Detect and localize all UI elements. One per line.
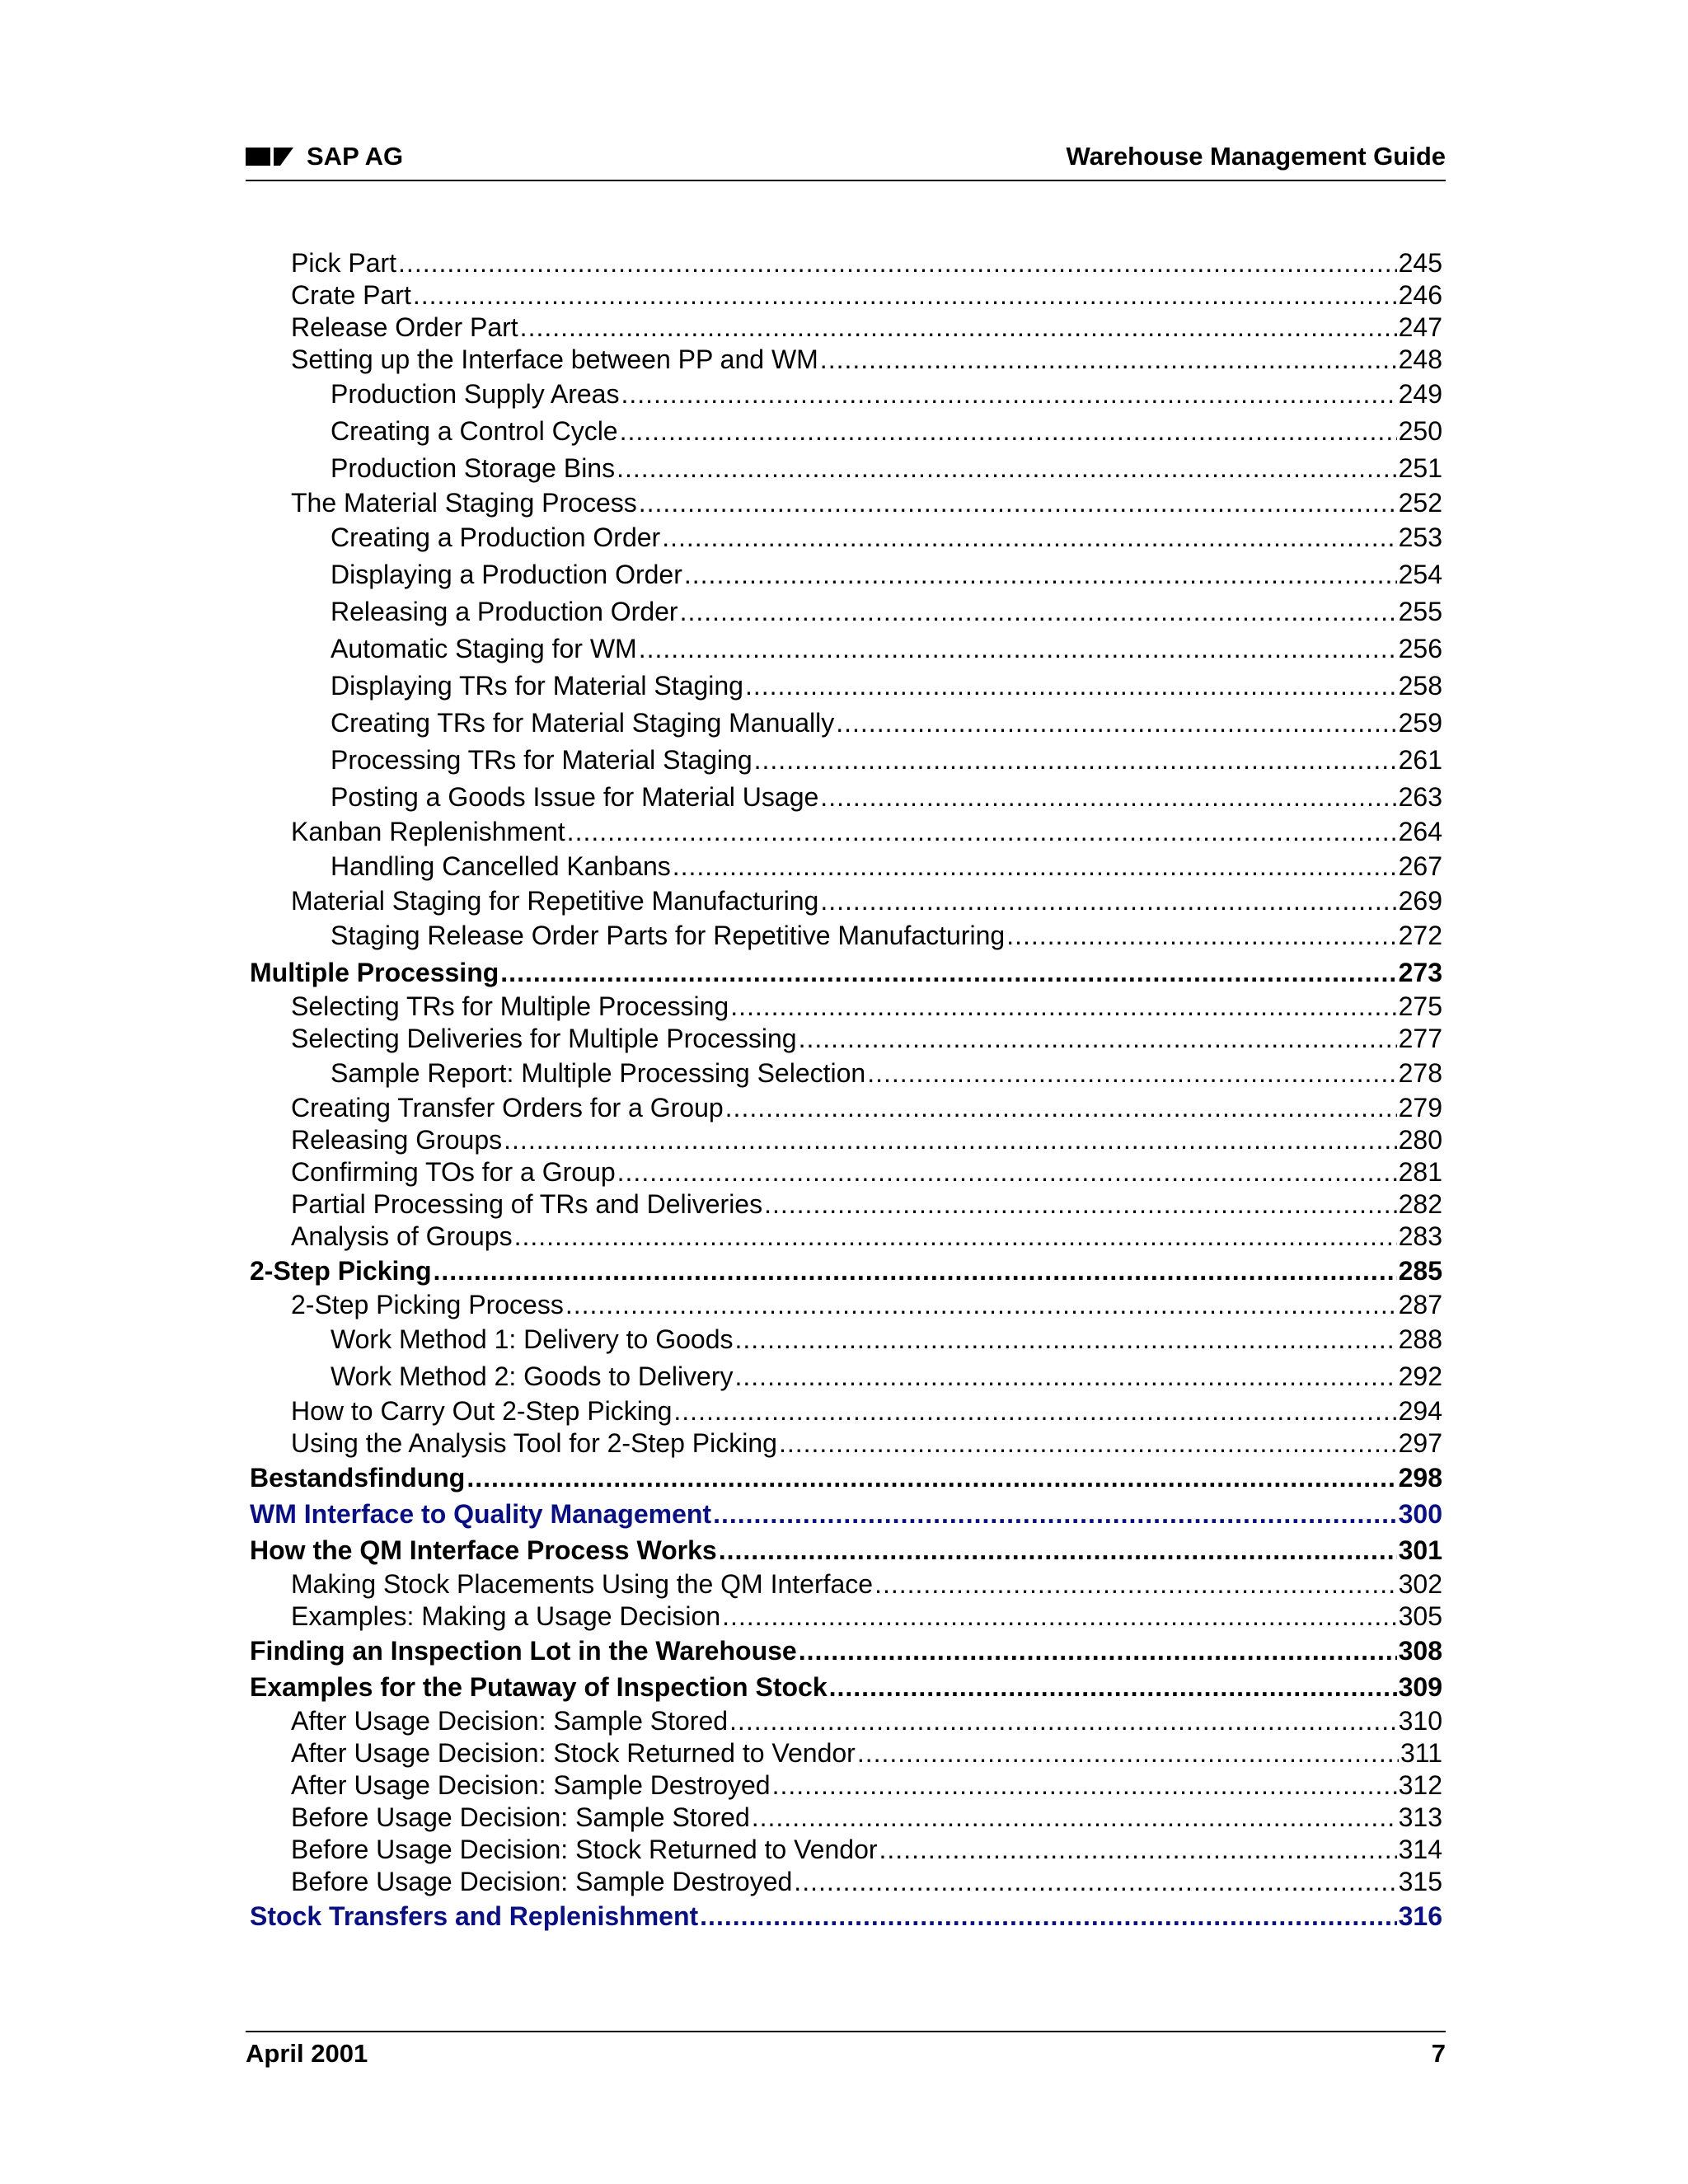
dot-leader	[719, 1532, 1397, 1568]
toc-entry-title: After Usage Decision: Stock Returned to Vendor	[291, 1738, 856, 1768]
dot-leader	[620, 413, 1397, 450]
toc-entry[interactable]	[250, 1156, 1442, 1188]
dot-leader	[794, 1866, 1396, 1898]
page-number: 7	[1431, 2039, 1446, 2068]
toc-entry[interactable]	[250, 630, 1442, 668]
toc-entry-title: Work Method 2: Goods to Delivery	[331, 1361, 734, 1391]
toc-entry[interactable]	[250, 450, 1442, 487]
dot-leader	[639, 487, 1397, 519]
toc-entry-page: 281	[1398, 1157, 1442, 1187]
dot-leader	[680, 593, 1397, 630]
toc-entry[interactable]	[250, 1532, 1442, 1568]
toc-entry-page: 297	[1398, 1428, 1442, 1458]
page-header	[246, 134, 1446, 181]
toc-entry-title: Releasing Groups	[291, 1125, 503, 1155]
toc-entry-page: 277	[1398, 1024, 1442, 1053]
toc-entry-page: 294	[1398, 1396, 1442, 1426]
toc-entry-title: Handling Cancelled Kanbans	[331, 851, 671, 881]
toc-entry-page: 256	[1398, 634, 1442, 663]
toc-entry-title: Release Order Part	[291, 312, 518, 342]
toc-entry-page: 247	[1398, 312, 1442, 342]
brand	[246, 142, 403, 171]
toc-entry-title: Bestandsfindung	[250, 1463, 466, 1493]
toc-entry-page: 285	[1398, 1256, 1442, 1286]
toc-entry-title: Selecting TRs for Multiple Processing	[291, 991, 729, 1021]
toc-entry-page: 273	[1398, 958, 1442, 987]
toc-entry-page: 313	[1398, 1802, 1442, 1832]
toc-entry-page: 253	[1398, 523, 1442, 552]
toc-entry-title: How to Carry Out 2-Step Picking	[291, 1396, 673, 1426]
toc-entry-title: Automatic Staging for WM	[331, 634, 637, 663]
toc-entry[interactable]	[250, 1834, 1442, 1866]
dot-leader	[764, 1188, 1397, 1221]
toc-entry-page: 255	[1398, 597, 1442, 626]
toc-entry[interactable]	[250, 1395, 1442, 1427]
toc-entry[interactable]	[250, 556, 1442, 593]
dot-leader	[820, 344, 1397, 376]
dot-leader	[467, 1460, 1396, 1496]
toc-entry-title: Staging Release Order Parts for Repetitive Manufacturing	[331, 921, 1006, 950]
toc-entry[interactable]	[250, 1055, 1442, 1092]
toc-entry[interactable]	[250, 1769, 1442, 1802]
toc-entry-title: Posting a Goods Issue for Material Usage	[331, 782, 819, 812]
toc-entry[interactable]	[250, 312, 1442, 344]
toc-entry-title: 2-Step Picking	[250, 1256, 432, 1286]
toc-entry-page: 250	[1398, 416, 1442, 446]
dot-leader	[799, 1023, 1397, 1055]
toc-entry[interactable]	[250, 1737, 1442, 1769]
toc-entry[interactable]	[250, 1023, 1442, 1055]
dot-leader	[779, 1427, 1397, 1460]
toc-entry-page: 280	[1398, 1125, 1442, 1155]
dot-leader	[772, 1769, 1397, 1802]
toc-entry[interactable]	[250, 344, 1442, 376]
toc-entry[interactable]	[250, 1866, 1442, 1898]
dot-leader	[857, 1737, 1399, 1769]
toc-entry-page: 279	[1398, 1093, 1442, 1122]
dot-leader	[434, 1253, 1397, 1289]
toc-entry-page: 316	[1398, 1901, 1442, 1931]
toc-entry-page: 315	[1398, 1867, 1442, 1896]
toc-entry[interactable]	[250, 593, 1442, 630]
toc-entry-title: Creating Transfer Orders for a Group	[291, 1093, 724, 1122]
dot-leader	[684, 556, 1397, 593]
dot-leader	[621, 376, 1396, 413]
toc-entry[interactable]	[250, 1188, 1442, 1221]
toc-entry-title: How the QM Interface Process Works	[250, 1535, 717, 1565]
toc-entry-title: Before Usage Decision: Sample Stored	[291, 1802, 750, 1832]
toc-entry[interactable]	[250, 742, 1442, 779]
toc-entry-page: 254	[1398, 560, 1442, 589]
toc-entry[interactable]	[250, 1802, 1442, 1834]
dot-leader	[639, 630, 1397, 668]
toc-entry-page: 272	[1398, 921, 1442, 950]
toc-entry[interactable]	[250, 1221, 1442, 1253]
toc-entry-page: 311	[1400, 1738, 1442, 1768]
toc-entry-title: Crate Part	[291, 280, 411, 310]
toc-entry[interactable]	[250, 413, 1442, 450]
toc-entry-title: Creating TRs for Material Staging Manually	[331, 708, 835, 738]
toc-entry[interactable]	[250, 1092, 1442, 1124]
toc-entry-title: Displaying a Production Order	[331, 560, 682, 589]
dot-leader	[413, 279, 1397, 312]
dot-leader	[722, 1601, 1396, 1633]
toc-entry[interactable]	[250, 1496, 1442, 1532]
dot-leader	[874, 1568, 1397, 1601]
toc-entry-page: 314	[1398, 1835, 1442, 1864]
toc-entry[interactable]	[250, 816, 1442, 848]
table-of-contents	[250, 247, 1442, 1934]
toc-entry-page: 245	[1398, 248, 1442, 278]
toc-entry[interactable]	[250, 279, 1442, 312]
toc-entry-page: 312	[1398, 1770, 1442, 1800]
dot-leader	[867, 1055, 1396, 1092]
dot-leader	[565, 1289, 1397, 1321]
toc-entry-page: 292	[1398, 1361, 1442, 1391]
dot-leader	[730, 991, 1396, 1023]
toc-entry-title: Setting up the Interface between PP and WM	[291, 344, 818, 374]
dot-leader	[662, 519, 1396, 556]
toc-entry-page: 261	[1398, 745, 1442, 775]
toc-entry-title: Pick Part	[291, 248, 397, 278]
page-footer	[246, 2031, 1446, 2069]
dot-leader	[700, 1898, 1396, 1934]
toc-entry[interactable]	[250, 1427, 1442, 1460]
toc-entry[interactable]	[250, 519, 1442, 556]
toc-entry-page: 246	[1398, 280, 1442, 310]
toc-entry[interactable]	[250, 1253, 1442, 1289]
toc-entry-title: Selecting Deliveries for Multiple Processing	[291, 1024, 797, 1053]
dot-leader	[745, 668, 1397, 705]
toc-entry-title: WM Interface to Quality Management	[250, 1499, 712, 1529]
toc-entry-page: 259	[1398, 708, 1442, 738]
toc-entry-page: 251	[1398, 453, 1442, 483]
toc-entry-page: 309	[1398, 1672, 1442, 1702]
dot-leader	[617, 450, 1397, 487]
toc-entry[interactable]	[250, 779, 1442, 816]
toc-entry[interactable]	[250, 848, 1442, 885]
toc-entry-page: 264	[1398, 817, 1442, 846]
toc-entry-page: 248	[1398, 344, 1442, 374]
toc-entry[interactable]	[250, 1358, 1442, 1395]
toc-entry[interactable]	[250, 1124, 1442, 1156]
toc-entry-title: Processing TRs for Material Staging	[331, 745, 753, 775]
toc-entry-page: 305	[1398, 1601, 1442, 1631]
dot-leader	[836, 705, 1396, 742]
toc-entry-page: 300	[1398, 1499, 1442, 1529]
toc-entry[interactable]	[250, 1568, 1442, 1601]
toc-entry-title: Analysis of Groups	[291, 1221, 513, 1251]
dot-leader	[735, 1358, 1397, 1395]
dot-leader	[752, 1802, 1397, 1834]
toc-entry[interactable]	[250, 1669, 1442, 1705]
toc-entry-title: Before Usage Decision: Stock Returned to Vendor	[291, 1835, 878, 1864]
toc-entry-page: 310	[1398, 1706, 1442, 1736]
toc-entry-title: Creating a Control Cycle	[331, 416, 618, 446]
dot-leader	[735, 1321, 1397, 1358]
toc-entry[interactable]	[250, 487, 1442, 519]
toc-entry-page: 278	[1398, 1058, 1442, 1088]
toc-entry-title: Examples for the Putaway of Inspection Stock	[250, 1672, 828, 1702]
toc-entry-page: 269	[1398, 886, 1442, 916]
dot-leader	[829, 1669, 1397, 1705]
dot-leader	[725, 1092, 1397, 1124]
toc-entry-title: The Material Staging Process	[291, 488, 637, 518]
dot-leader	[799, 1633, 1397, 1669]
toc-entry-title: Work Method 1: Delivery to Goods	[331, 1324, 734, 1354]
toc-entry-title: Production Storage Bins	[331, 453, 616, 483]
toc-entry-title: 2-Step Picking Process	[291, 1290, 564, 1319]
toc-entry-title: Material Staging for Repetitive Manufacturing	[291, 886, 819, 916]
toc-entry-title: Finding an Inspection Lot in the Warehouse	[250, 1636, 797, 1666]
toc-entry-title: Creating a Production Order	[331, 523, 661, 552]
dot-leader	[567, 816, 1397, 848]
toc-entry-page: 258	[1398, 671, 1442, 701]
toc-entry-title: Confirming TOs for a Group	[291, 1157, 616, 1187]
toc-entry-title: After Usage Decision: Sample Stored	[291, 1706, 729, 1736]
toc-entry[interactable]	[250, 1898, 1442, 1934]
toc-entry[interactable]	[250, 1633, 1442, 1669]
dot-leader	[820, 779, 1396, 816]
toc-entry[interactable]	[250, 1601, 1442, 1633]
toc-entry-page: 252	[1398, 488, 1442, 518]
dot-leader	[673, 1395, 1396, 1427]
toc-entry-page: 298	[1398, 1463, 1442, 1493]
toc-entry[interactable]	[250, 991, 1442, 1023]
toc-entry-page: 283	[1398, 1221, 1442, 1251]
toc-entry[interactable]	[250, 1289, 1442, 1321]
toc-entry-title: Displaying TRs for Material Staging	[331, 671, 743, 701]
toc-entry[interactable]	[250, 954, 1442, 991]
dot-leader	[520, 312, 1397, 344]
toc-entry[interactable]	[250, 885, 1442, 917]
dot-leader	[504, 1124, 1396, 1156]
dot-leader	[514, 1221, 1397, 1253]
toc-entry[interactable]	[250, 376, 1442, 413]
toc-entry-page: 282	[1398, 1189, 1442, 1219]
dot-leader	[729, 1705, 1397, 1737]
toc-entry-title: After Usage Decision: Sample Destroyed	[291, 1770, 771, 1800]
toc-entry-page: 308	[1398, 1636, 1442, 1666]
toc-entry-page: 263	[1398, 782, 1442, 812]
toc-entry-page: 267	[1398, 851, 1442, 881]
toc-entry[interactable]	[250, 1705, 1442, 1737]
sap-logo-icon	[246, 146, 295, 167]
toc-entry[interactable]	[250, 917, 1442, 954]
toc-entry-page: 302	[1398, 1569, 1442, 1599]
toc-entry[interactable]	[250, 247, 1442, 279]
toc-entry-title: Stock Transfers and Replenishment	[250, 1901, 699, 1931]
toc-entry-page: 287	[1398, 1290, 1442, 1319]
brand-name: SAP AG	[307, 142, 404, 171]
toc-entry-title: Production Supply Areas	[331, 379, 620, 409]
toc-entry-page: 275	[1398, 991, 1442, 1021]
toc-entry-title: Releasing a Production Order	[331, 597, 678, 626]
toc-entry-title: Examples: Making a Usage Decision	[291, 1601, 721, 1631]
dot-leader	[820, 885, 1396, 917]
toc-entry-title: Sample Report: Multiple Processing Selection	[331, 1058, 866, 1088]
dot-leader	[879, 1834, 1397, 1866]
toc-entry-title: Before Usage Decision: Sample Destroyed	[291, 1867, 793, 1896]
toc-entry-page: 288	[1398, 1324, 1442, 1354]
dot-leader	[500, 954, 1396, 991]
toc-entry[interactable]	[250, 1321, 1442, 1358]
toc-entry[interactable]	[250, 668, 1442, 705]
dot-leader	[673, 848, 1397, 885]
dot-leader	[713, 1496, 1397, 1532]
footer-date: April 2001	[246, 2039, 368, 2068]
toc-entry-title: Making Stock Placements Using the QM Interface	[291, 1569, 874, 1599]
toc-entry[interactable]	[250, 705, 1442, 742]
toc-entry-page: 249	[1398, 379, 1442, 409]
dot-leader	[1006, 917, 1396, 954]
toc-entry-title: Partial Processing of TRs and Deliveries	[291, 1189, 763, 1219]
dot-leader	[398, 247, 1397, 279]
toc-entry-title: Multiple Processing	[250, 958, 499, 987]
toc-entry-page: 301	[1398, 1535, 1442, 1565]
toc-entry[interactable]	[250, 1460, 1442, 1496]
toc-entry-title: Using the Analysis Tool for 2-Step Picking	[291, 1428, 777, 1458]
document-title: Warehouse Management Guide	[1066, 142, 1446, 171]
toc-entry-title: Kanban Replenishment	[291, 817, 565, 846]
dot-leader	[754, 742, 1397, 779]
dot-leader	[617, 1156, 1397, 1188]
